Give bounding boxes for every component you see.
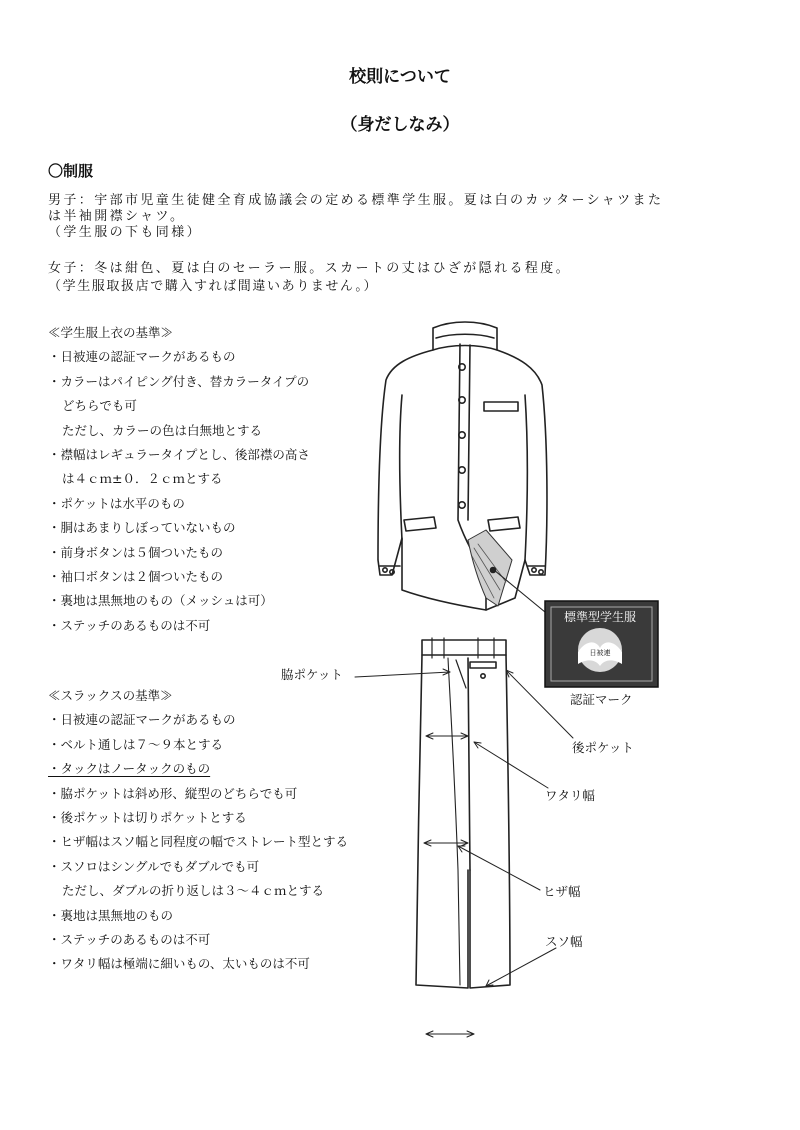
list-item: ・カラーはパイピング付き、替カラータイプの	[48, 373, 310, 389]
list-item: ・ワタリ幅は極端に細いもの、太いものは不可	[48, 956, 310, 972]
badge-title: 標準型学生服	[563, 610, 637, 624]
label-cert-mark: 認証マーク	[570, 692, 633, 707]
list-item: ただし、ダブルの折り返しは３～４ｃｍとする	[62, 883, 325, 899]
list-item: ・ステッチのあるものは不可	[48, 617, 211, 633]
list-item: ただし、カラーの色は白無地とする	[62, 422, 263, 438]
jacket-standards-heading: ≪学生服上衣の基準≫	[48, 325, 174, 340]
section-heading-uniform: 〇制服	[48, 162, 94, 180]
list-item: ・ヒザ幅はスソ幅と同程度の幅でストレート型とする	[48, 834, 349, 850]
list-item: ・袖口ボタンは２個ついたもの	[48, 569, 224, 585]
list-item: ・胴はあまりしぼっていないもの	[48, 520, 236, 536]
girls-line-1: 女子：冬は紺色、夏は白のセーラー服。スカートの丈はひざが隠れる程度。	[48, 261, 572, 276]
slacks-standards-heading: ≪スラックスの基準≫	[48, 688, 173, 703]
label-side-pocket: 脇ポケット	[281, 667, 343, 682]
list-item: ・日被連の認証マークがあるもの	[48, 712, 236, 728]
badge-org: 日被連	[589, 649, 611, 657]
list-item: どちらでも可	[62, 398, 137, 414]
list-item: ・日被連の認証マークがあるもの	[48, 349, 236, 365]
slacks-drawing	[416, 638, 510, 988]
list-item: ・ステッチのあるものは不可	[48, 932, 211, 948]
list-item: ・ポケットは水平のもの	[48, 495, 185, 511]
boys-line-2: は半袖開襟シャツ。	[48, 209, 186, 224]
list-item: ・スソロはシングルでもダブルでも可	[48, 858, 260, 874]
list-item: ・裏地は黒無地のもの（メッシュは可）	[48, 593, 273, 609]
list-item: ・ベルト通しは７～９本とする	[48, 736, 224, 752]
page-title: 校則について	[349, 67, 451, 87]
list-item: ・襟幅はレギュラータイプとし、後部襟の高さ	[48, 447, 310, 463]
label-knee-width: ヒザ幅	[543, 884, 581, 899]
boys-line-3: （学生服の下も同様）	[48, 225, 203, 240]
list-item: は４ｃｍ±０．２ｃｍとする	[62, 471, 223, 487]
label-thigh-width: ワタリ幅	[545, 788, 595, 803]
jacket-drawing	[378, 322, 547, 610]
list-item: ・前身ボタンは５個ついたもの	[48, 544, 224, 560]
list-item: ・脇ポケットは斜め形、縦型のどちらでも可	[48, 785, 298, 801]
underlined-item-text: ・タックはノータックのもの	[48, 761, 211, 777]
list-item: ・後ポケットは切りポケットとする	[48, 810, 247, 826]
boys-line-1: 男子：宇部市児童生徒健全育成協議会の定める標準学生服。夏は白のカッターシャツまた	[48, 193, 664, 208]
girls-line-2: （学生服取扱店で購入すれば間違いありません。）	[48, 279, 379, 294]
page-subtitle: （身だしなみ）	[340, 115, 460, 135]
label-back-pocket: 後ポケット	[572, 740, 634, 755]
list-item: ・裏地は黒無地のもの	[48, 907, 174, 923]
label-hem-width: スソ幅	[545, 934, 583, 949]
